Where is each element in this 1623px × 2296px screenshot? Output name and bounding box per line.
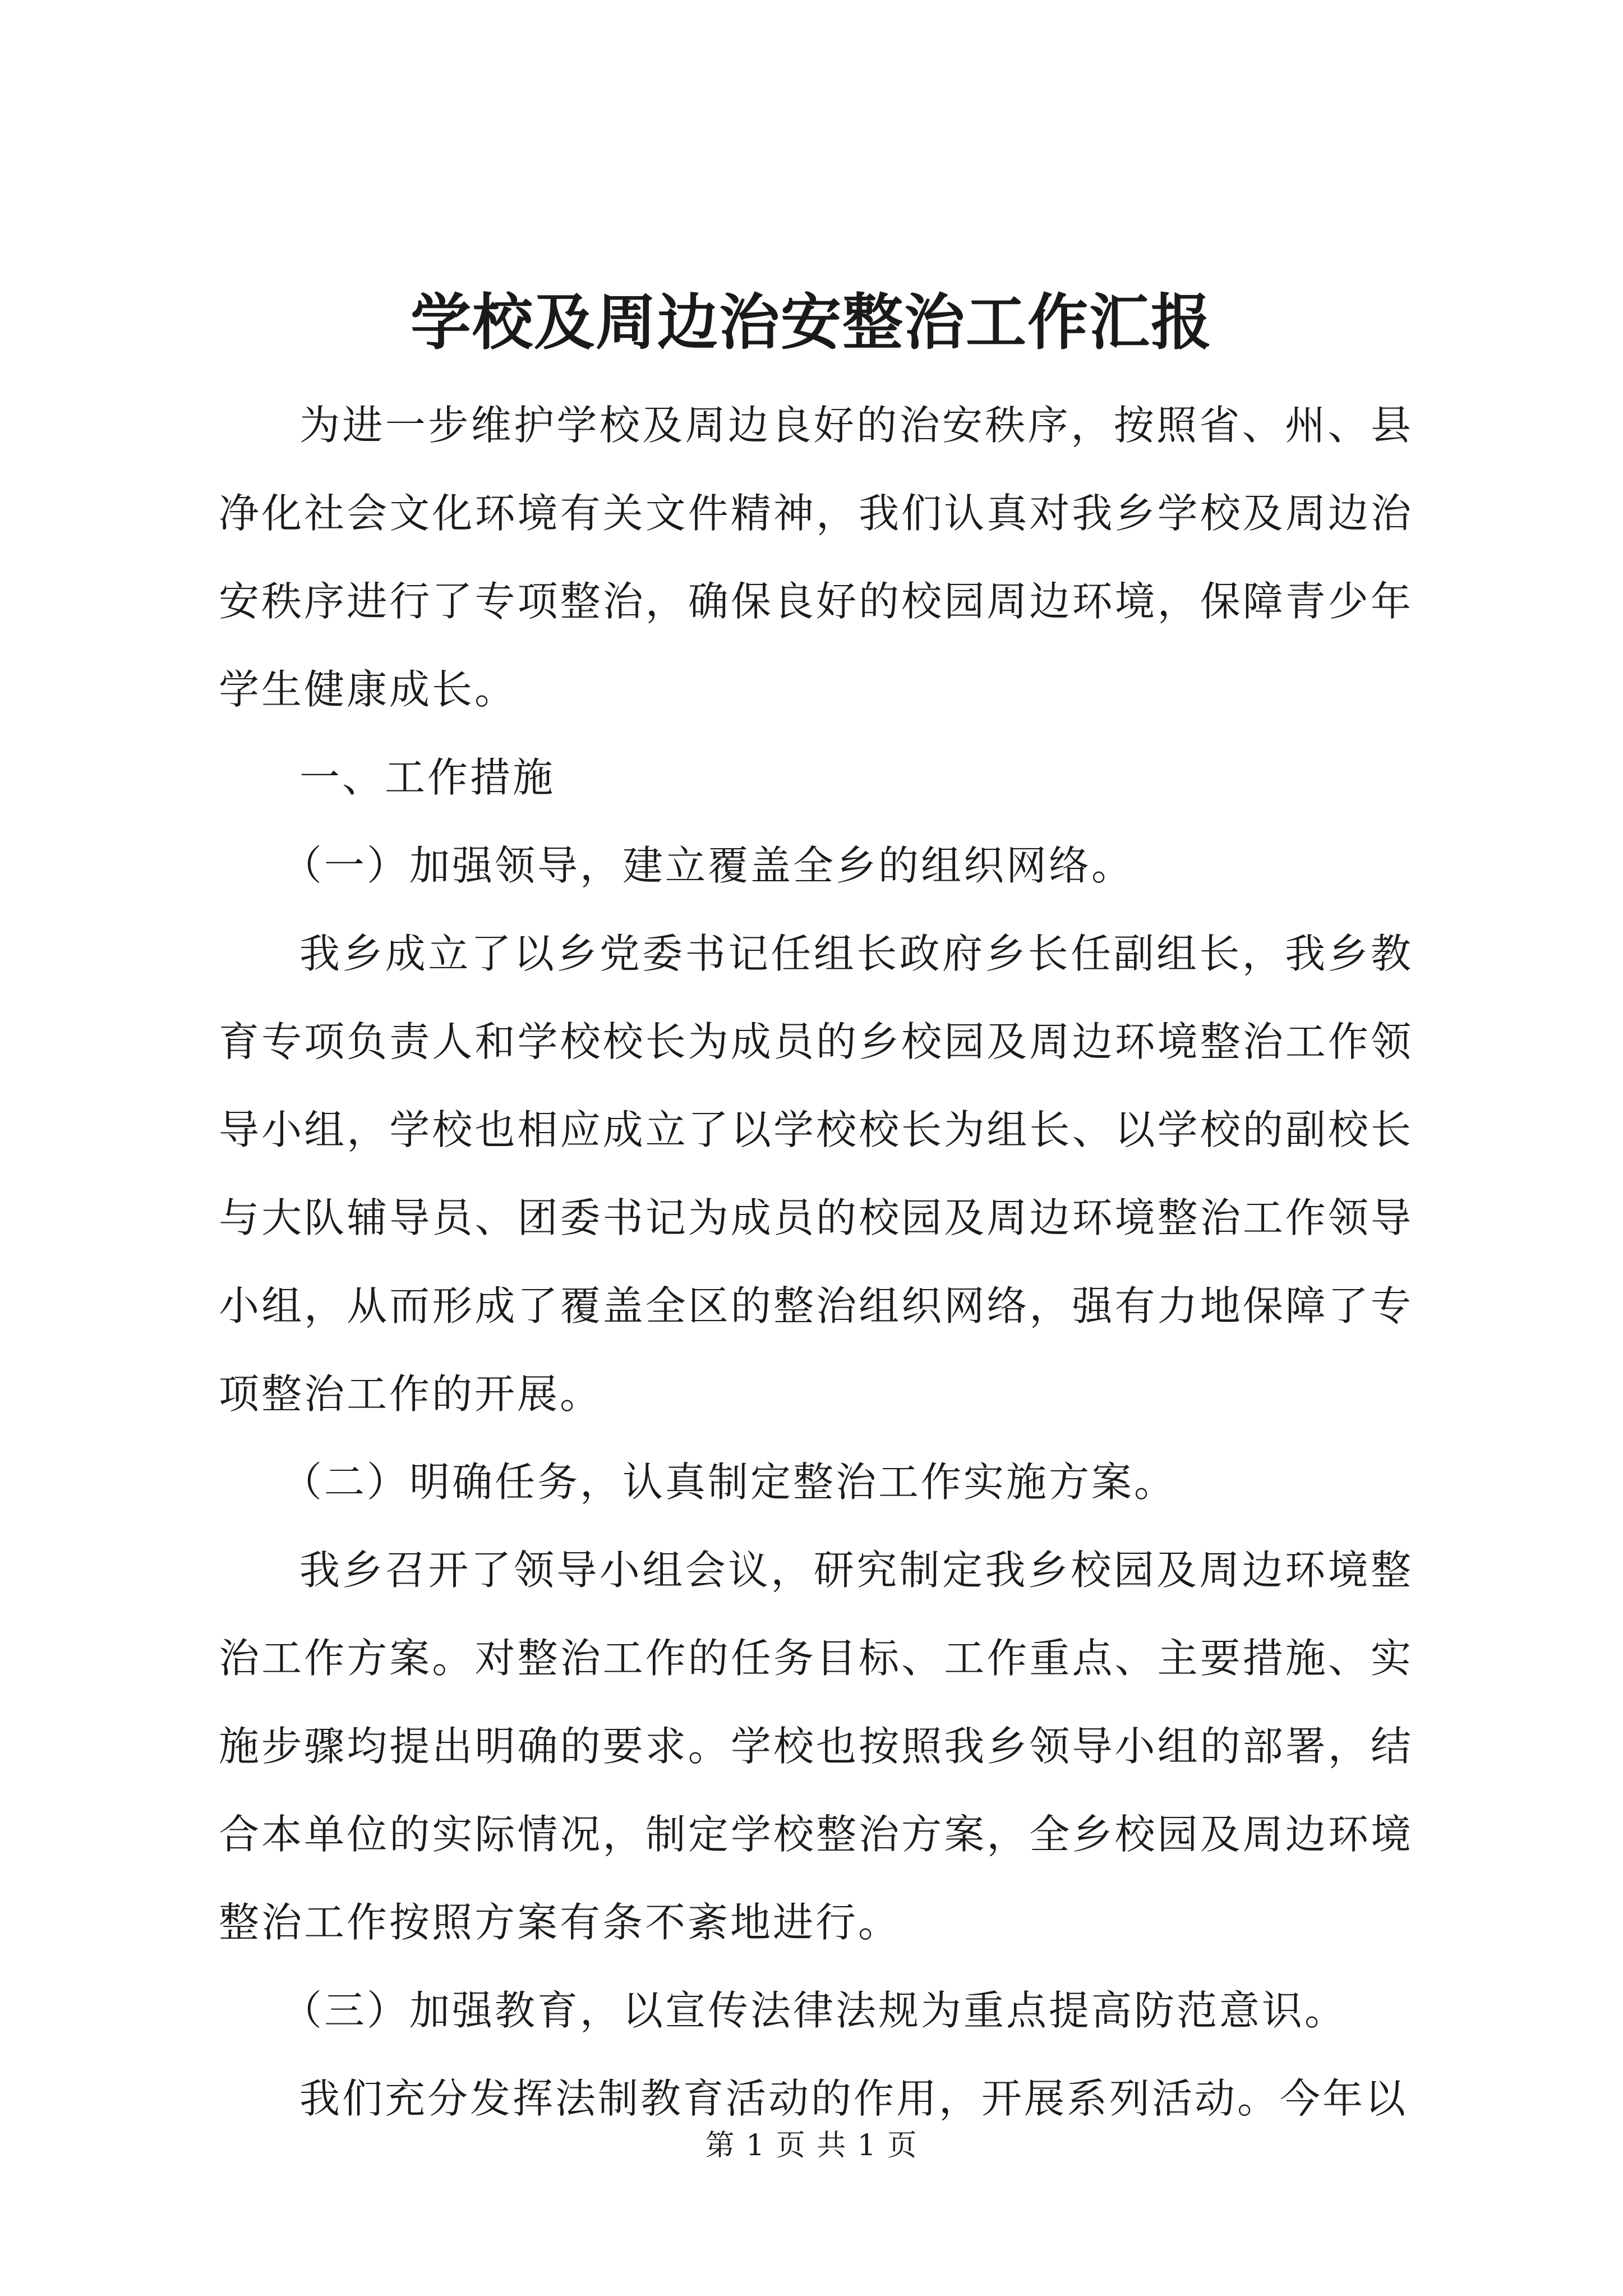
paragraph-leadership: 我乡成立了以乡党委书记任组长政府乡长任副组长，我乡教育专项负责人和学校校长为成员的乡校园及周边环境整治工作领导小组，学校也相应成立了以学校校长为组长、以学校的副校长与大队辅导员、团委书记为成员的校园及周边环境整治工作领导小组，从而形成了覆盖全区的整治组织网络，强有力地保障了专项整治工作的开展。 — [219, 930, 1413, 1418]
subsection-heading-2: （二）明确任务，认真制定整治工作实施方案。 — [282, 1458, 1177, 1506]
page-footer: 第 1 页 共 1 页 — [705, 2129, 918, 2162]
intro-paragraph: 为进一步维护学校及周边良好的治安秩序，按照省、州、县净化社会文化环境有关文件精神，我们认真对我乡学校及周边治安秩序进行了专项整治，确保良好的校园周边环境，保障青少年学生健康成长。 — [219, 402, 1413, 713]
document-title: 学校及周边治安整治工作汇报 — [410, 287, 1212, 358]
section-heading-measures: 一、工作措施 — [299, 754, 556, 801]
subsection-heading-3: （三）加强教育，以宣传法律法规为重点提高防范意识。 — [282, 1987, 1348, 2034]
document-body — [219, 381, 1413, 2143]
paragraph-education: 我们充分发挥法制教育活动的作用，开展系列活动。今年以 — [299, 2075, 1408, 2122]
subsection-heading-1: （一）加强领导，建立覆盖全乡的组织网络。 — [282, 842, 1135, 889]
paragraph-plan: 我乡召开了领导小组会议，研究制定我乡校园及周边环境整治工作方案。对整治工作的任务目标、工作重点、主要措施、实施步骤均提出明确的要求。学校也按照我乡领导小组的部署，结合本单位的实际情况，制定学校整治方案，全乡校园及周边环境整治工作按照方案有条不紊地进行。 — [219, 1547, 1413, 1946]
